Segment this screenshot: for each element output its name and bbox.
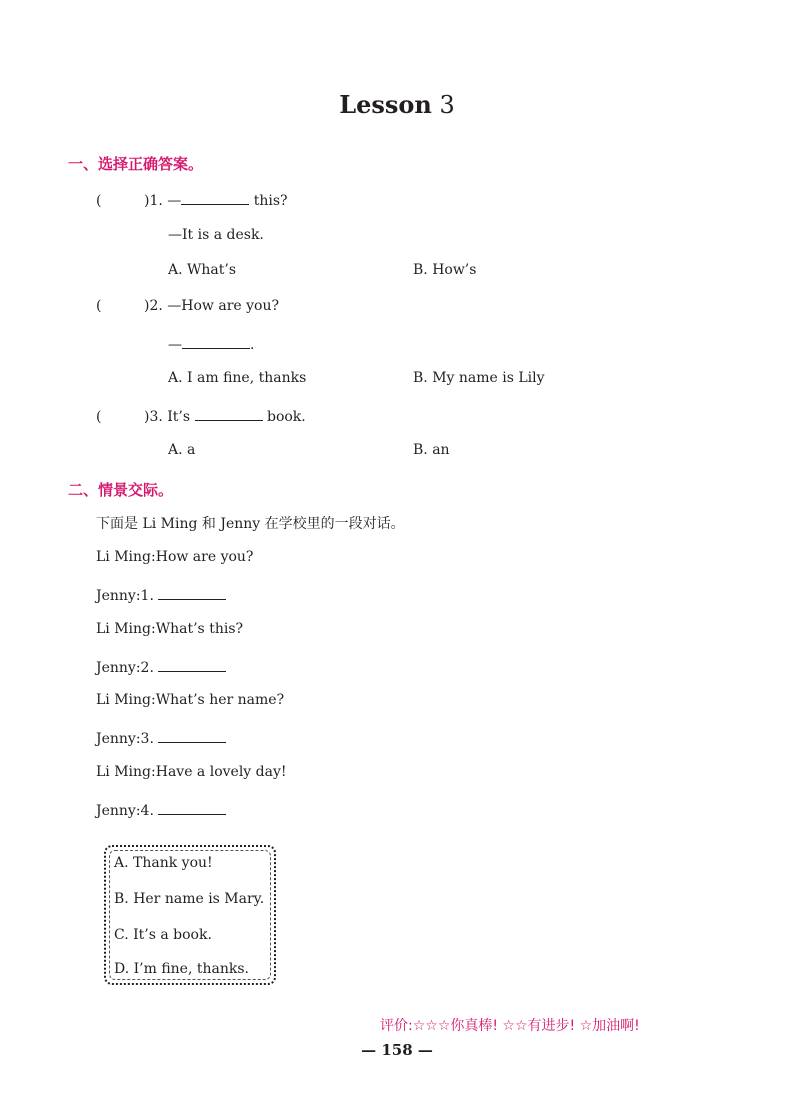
section-2-heading: 二、情景交际。 <box>68 481 174 499</box>
dialogue-line: Li Ming:What’s this? <box>96 621 244 637</box>
choice-item: C. It’s a book. <box>114 927 212 943</box>
choice-item: D. I’m fine, thanks. <box>114 961 249 977</box>
question-1-number: 1. — <box>149 193 182 209</box>
question-3-number: 3. It’s <box>149 409 191 425</box>
question-3-option-b[interactable]: B. an <box>413 442 450 458</box>
question-3-suffix: book. <box>266 409 306 425</box>
answer-blank[interactable] <box>182 334 250 349</box>
question-1-suffix: this? <box>253 193 288 209</box>
question-1-line2: —It is a desk. <box>168 227 264 243</box>
question-3-option-a[interactable]: A. a <box>168 442 196 458</box>
dialogue-intro: 下面是 Li Ming 和 Jenny 在学校里的一段对话。 <box>96 516 405 532</box>
question-1-option-b[interactable]: B. How’s <box>413 262 477 278</box>
page-number: — 158 — <box>361 1041 433 1059</box>
choice-item: B. Her name is Mary. <box>114 891 265 907</box>
answer-blank[interactable] <box>158 657 226 672</box>
question-2-option-b[interactable]: B. My name is Lily <box>413 370 545 386</box>
choices-box <box>104 845 276 985</box>
choice-item: A. Thank you! <box>114 855 213 871</box>
evaluation-line: 评价:☆☆☆你真棒! ☆☆有进步! ☆加油啊! <box>380 1018 640 1034</box>
title-number: 3 <box>439 91 455 119</box>
dialogue-line: Li Ming:How are you? <box>96 549 254 565</box>
question-1: ( )1. — this? <box>96 190 288 209</box>
answer-paren-2[interactable]: ( <box>96 298 102 314</box>
answer-paren-1[interactable]: ( <box>96 193 102 209</box>
dialogue-line: Jenny:2. <box>96 657 226 676</box>
answer-paren-3[interactable]: ( <box>96 409 102 425</box>
dialogue-line: Li Ming:Have a lovely day! <box>96 764 287 780</box>
answer-blank[interactable] <box>158 800 226 815</box>
dialogue-line: Li Ming:What’s her name? <box>96 692 285 708</box>
question-2-option-a[interactable]: A. I am fine, thanks <box>168 370 307 386</box>
question-2-line2: — . <box>168 334 254 353</box>
dialogue-line: Jenny:3. <box>96 728 226 747</box>
answer-blank[interactable] <box>158 728 226 743</box>
answer-blank[interactable] <box>195 406 263 421</box>
section-1-heading: 一、选择正确答案。 <box>68 155 204 173</box>
answer-blank[interactable] <box>158 585 226 600</box>
dialogue-line: Jenny:4. <box>96 800 226 819</box>
question-1-option-a[interactable]: A. What’s <box>168 262 237 278</box>
question-2-number: 2. —How are you? <box>149 298 279 314</box>
question-3: ( )3. It’s book. <box>96 406 306 425</box>
answer-blank[interactable] <box>181 190 249 205</box>
dialogue-line: Jenny:1. <box>96 585 226 604</box>
question-2: ( )2. —How are you? <box>96 298 279 314</box>
title-word: Lesson <box>339 90 432 119</box>
page-title <box>0 90 794 119</box>
